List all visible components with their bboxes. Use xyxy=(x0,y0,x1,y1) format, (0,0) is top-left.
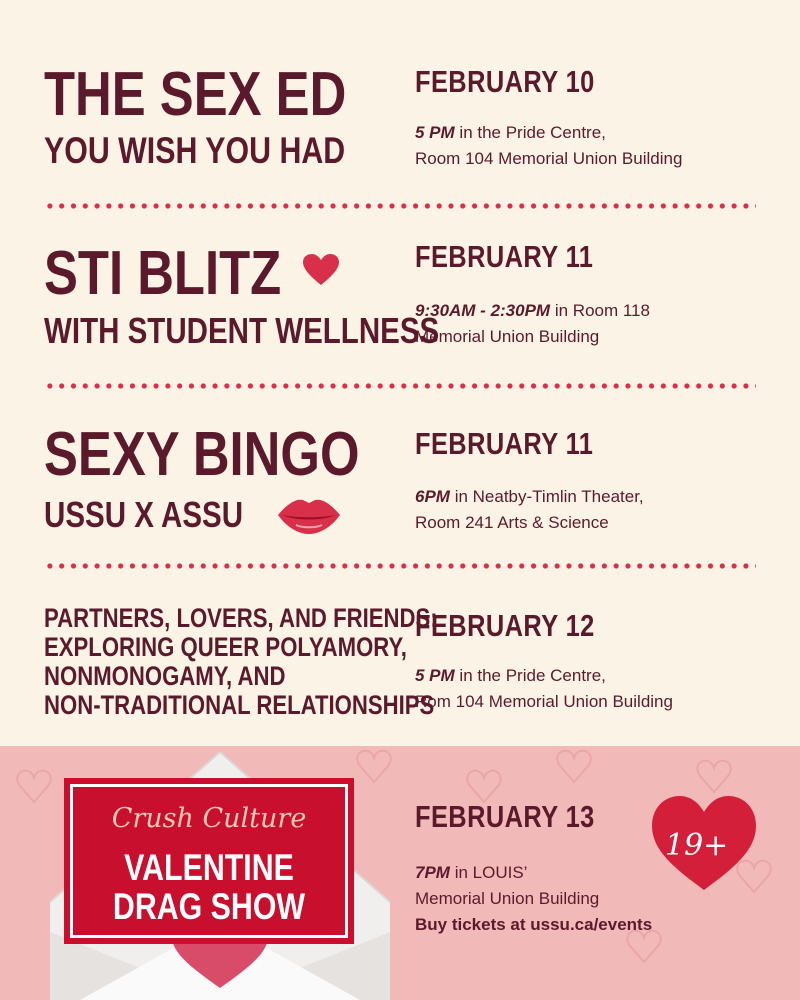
event1-time: 5 PM xyxy=(415,123,455,142)
event4-info-line1: in the Pride Centre, xyxy=(454,666,606,685)
event2-info xyxy=(415,298,650,350)
event4-title-line2: EXPLORING QUEER POLYAMORY, xyxy=(44,632,407,662)
event4-title-line3: NONMONOGAMY, AND xyxy=(44,661,286,691)
event2-date: FEBRUARY 11 xyxy=(415,239,594,274)
event4-title-line1: PARTNERS, LOVERS, AND FRIENDS: xyxy=(44,603,438,633)
event3-title-line1: SEXY BINGO xyxy=(44,420,360,489)
event2-title-line1: STI BLITZ xyxy=(44,239,282,308)
dotted-divider-2 xyxy=(44,383,756,389)
event3-line1 xyxy=(415,487,644,506)
drag-show-title-line1: VALENTINE xyxy=(124,847,294,888)
crush-culture-script: Crush Culture xyxy=(111,803,307,834)
event1-info-line1: in the Pride Centre, xyxy=(454,123,606,142)
heart-icon xyxy=(302,253,340,287)
drag-show-card xyxy=(70,784,348,938)
event3-time: 6PM xyxy=(415,487,450,506)
event4-info xyxy=(415,663,673,715)
age-restriction-badge: 19+ xyxy=(665,828,729,863)
dotted-divider-3 xyxy=(44,563,756,569)
drag-show-info xyxy=(415,860,652,938)
event4-date: FEBRUARY 12 xyxy=(415,608,595,643)
event3-info xyxy=(415,484,644,536)
drag-show-info-line1: in LOUIS’ xyxy=(449,863,528,882)
event2-time: 9:30AM - 2:30PM xyxy=(415,301,551,320)
drag-show-date: FEBRUARY 13 xyxy=(415,799,595,834)
event1-title-line1: THE SEX ED xyxy=(44,60,347,129)
drag-show-title-line2: DRAG SHOW xyxy=(112,886,306,927)
event2-info-line2: Memorial Union Building xyxy=(415,327,600,346)
drag-show-info-line2: Memorial Union Building xyxy=(415,889,600,908)
event2-info-line1: in Room 118 xyxy=(550,301,650,320)
event1-info-line2: Room 104 Memorial Union Building xyxy=(415,149,683,168)
event4-info-line2: Rom 104 Memorial Union Building xyxy=(415,692,673,711)
drag-show-time: 7PM xyxy=(415,863,450,882)
event4-title-line4: NON-TRADITIONAL RELATIONSHIPS xyxy=(44,690,435,720)
event1-date: FEBRUARY 10 xyxy=(415,64,595,99)
lips-icon xyxy=(276,495,342,535)
event1-title-line2: YOU WISH YOU HAD xyxy=(44,130,346,171)
event1-line1 xyxy=(415,123,606,142)
event4-line1 xyxy=(415,666,606,685)
event3-title-line2: USSU X ASSU xyxy=(44,494,244,535)
event2-title-line2: WITH STUDENT WELLNESS xyxy=(44,310,440,351)
dotted-divider-1 xyxy=(44,203,756,209)
event3-info-line1: in Neatby-Timlin Theater, xyxy=(449,487,644,506)
event3-date: FEBRUARY 11 xyxy=(415,426,594,461)
drag-show-line1 xyxy=(415,863,527,882)
event3-info-line2: Room 241 Arts & Science xyxy=(415,513,609,532)
tickets-link[interactable]: Buy tickets at ussu.ca/events xyxy=(415,915,653,934)
event1-info xyxy=(415,120,682,172)
event2-line1 xyxy=(415,301,650,320)
event4-time: 5 PM xyxy=(415,666,455,685)
